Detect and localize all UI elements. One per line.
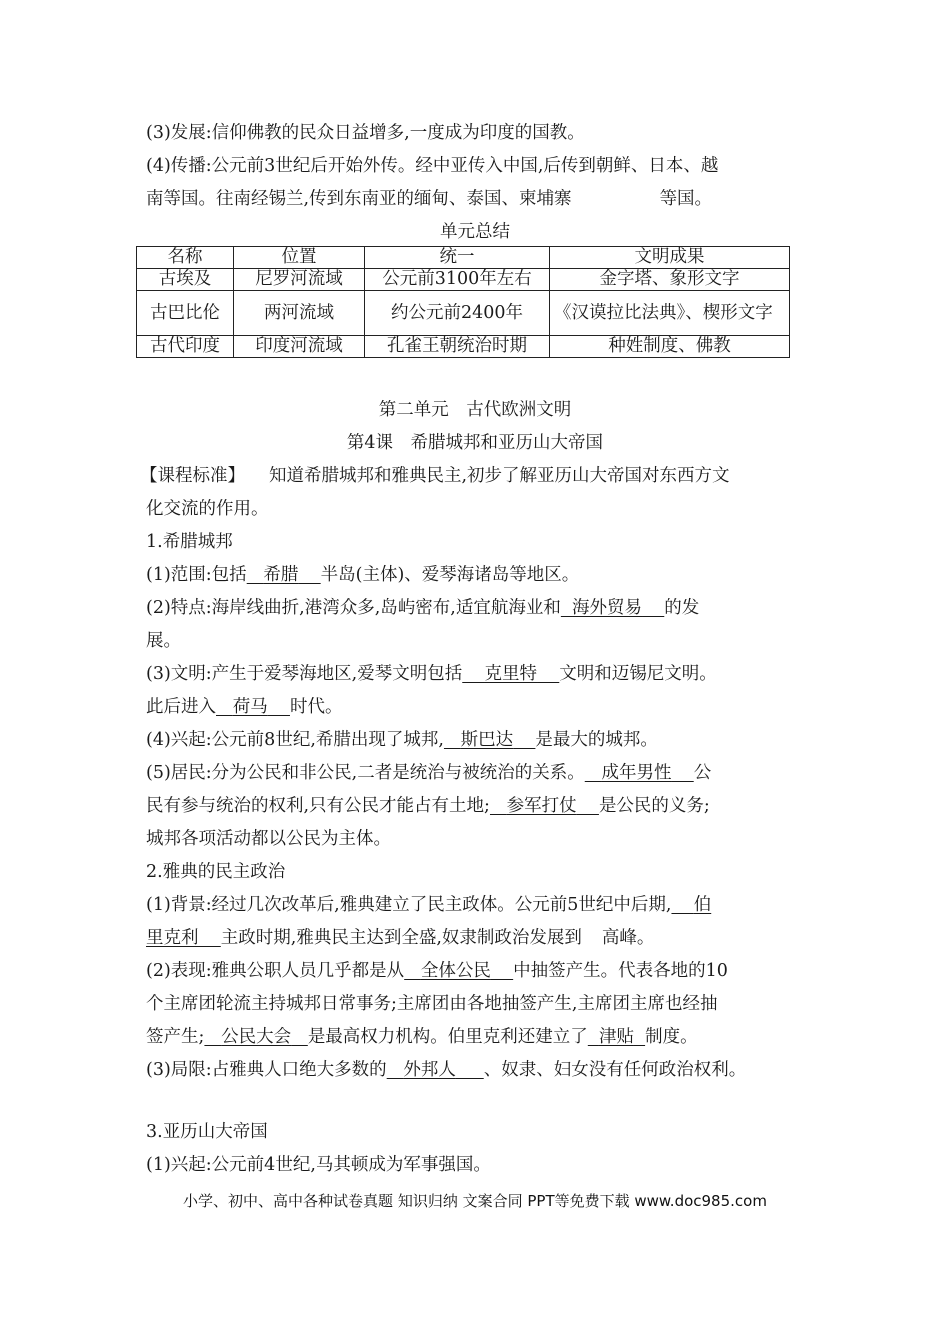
section-3-heading: 3.亚历山大帝国	[146, 1122, 268, 1142]
s1-p1-text: (1)范围:包括	[146, 565, 247, 585]
table-cell: 印度河流域	[234, 336, 365, 358]
answer-blank	[490, 796, 599, 816]
table-header: 位置	[234, 247, 365, 269]
intro-line-2: (4)传播:公元前3世纪后开始外传。经中亚传入中国,后传到朝鲜、日本、越	[146, 156, 719, 176]
answer-text: 荷马	[232, 697, 268, 717]
s2-item-3	[146, 1058, 746, 1082]
s2-item-1	[146, 893, 711, 917]
table-cell: 古埃及	[137, 269, 234, 291]
standard-label: 【课程标准】	[140, 466, 245, 486]
s2-item-2	[146, 959, 728, 983]
s1-item-3	[146, 662, 717, 686]
table-cell: 《汉谟拉比法典》、楔形文字	[550, 291, 790, 336]
s2-item-2b: 个主席团轮流主持城邦日常事务;主席团由各地抽签产生,主席团主席也经抽	[146, 994, 718, 1014]
table-row	[137, 291, 790, 336]
answer-text: 津贴	[598, 1027, 634, 1047]
s1-item-5c: 城邦各项活动都以公民为主体。	[146, 829, 391, 849]
intro-line-3b: 等国。	[659, 189, 713, 209]
s1-p5b-text: 民有参与统治的权利,只有公民才能占有土地;	[146, 796, 490, 816]
s1-p3-text: 文明和迈锡尼文明。	[559, 664, 717, 684]
table-cell: 古巴比伦	[137, 291, 234, 336]
answer-text: 斯巴达	[460, 730, 514, 750]
s1-p2-text: 的发	[664, 598, 700, 618]
answer-text: 成年男性	[601, 763, 672, 783]
answer-blank	[671, 895, 711, 915]
s1-p5-text: (5)居民:分为公民和非公民,二者是统治与被统治的关系。	[146, 763, 585, 783]
answer-text: 希腊	[263, 565, 299, 585]
s1-p4-text: 是最大的城邦。	[535, 730, 658, 750]
lesson-title: 第4课 希腊城邦和亚历山大帝国	[346, 433, 604, 453]
table-cell: 种姓制度、佛教	[550, 336, 790, 358]
s2-p2c-text: 签产生;	[146, 1027, 205, 1047]
answer-blank	[216, 697, 290, 717]
table-header: 文明成果	[550, 247, 790, 269]
s1-item-2	[146, 596, 699, 620]
s2-item-1b	[146, 926, 654, 950]
s2-p2-text: 中抽签产生。代表各地的10	[513, 961, 728, 981]
answer-text: 外邦人	[403, 1060, 456, 1080]
s1-p1-text: 半岛(主体)、爱琴海诸岛等地区。	[320, 565, 580, 585]
s2-p2c-text: 制度。	[645, 1027, 698, 1047]
s2-p1-text: (1)背景:经过几次改革后,雅典建立了民主政体。公元前5世纪中后期,	[146, 895, 672, 915]
s1-p2-text: (2)特点:海岸线曲折,港湾众多,岛屿密布,适宜航海业和	[146, 598, 561, 618]
answer-blank	[387, 1060, 484, 1080]
s2-p2-text: (2)表现:雅典公职人员几乎都是从	[146, 961, 405, 981]
s1-p5-text: 公	[693, 763, 712, 783]
answer-blank	[588, 1027, 645, 1047]
unit-title: 第二单元 古代欧洲文明	[378, 400, 572, 420]
s1-p3b-text: 此后进入	[146, 697, 216, 717]
table-cell: 公元前3100年左右	[365, 269, 550, 291]
s1-item-1	[146, 563, 579, 587]
s1-p4-text: (4)兴起:公元前8世纪,希腊出现了城邦,	[146, 730, 444, 750]
answer-blank	[404, 961, 513, 981]
s2-p3-text: (3)局限:占雅典人口绝大多数的	[146, 1060, 387, 1080]
table-row	[137, 336, 790, 358]
answer-blank	[561, 598, 664, 618]
answer-text: 公民大会	[221, 1027, 292, 1047]
answer-text: 参军打仗	[506, 796, 577, 816]
table-cell: 金字塔、象形文字	[550, 269, 790, 291]
table-cell: 两河流域	[234, 291, 365, 336]
answer-blank	[146, 928, 221, 948]
answer-blank	[444, 730, 535, 750]
s1-item-4	[146, 728, 658, 752]
table-header: 名称	[137, 247, 234, 269]
intro-line-3a: 南等国。往南经锡兰,传到东南亚的缅甸、泰国、柬埔寨	[146, 189, 572, 209]
s2-p2c-text: 是最高权力机构。伯里克利还建立了	[307, 1027, 588, 1047]
s2-p1b-tail: 高峰。	[601, 928, 655, 948]
answer-text: 克里特	[484, 664, 538, 684]
s3-item-1: (1)兴起:公元前4世纪,马其顿成为军事强国。	[146, 1155, 491, 1175]
course-standard	[140, 464, 730, 488]
answer-blank	[247, 565, 321, 585]
table-cell: 约公元前2400年	[365, 291, 550, 336]
s1-item-3b	[146, 695, 342, 719]
table-cell: 尼罗河流域	[234, 269, 365, 291]
answer-blank	[585, 763, 694, 783]
s2-item-2c	[146, 1025, 698, 1049]
table-cell: 古代印度	[137, 336, 234, 358]
section-2-heading: 2.雅典的民主政治	[146, 862, 286, 882]
table-header: 统一	[365, 247, 550, 269]
s1-p5b-text: 是公民的义务;	[598, 796, 710, 816]
answer-blank	[462, 664, 559, 684]
s1-item-2b: 展。	[146, 631, 181, 651]
standard-text-2: 化交流的作用。	[146, 499, 269, 519]
intro-line-1: (3)发展:信仰佛教的民众日益增多,一度成为印度的国教。	[146, 123, 585, 143]
s1-item-5	[146, 761, 711, 785]
standard-text: 知道希腊城邦和雅典民主,初步了解亚历山大帝国对东西方文	[269, 466, 730, 486]
table-cell: 孔雀王朝统治时期	[365, 336, 550, 358]
answer-text: 海外贸易	[572, 598, 643, 618]
s1-p3b-text: 时代。	[289, 697, 343, 717]
intro-line-3	[146, 187, 712, 211]
summary-title: 单元总结	[440, 222, 510, 242]
s1-item-5b	[146, 794, 710, 818]
table-row	[137, 269, 790, 291]
table-header-row	[137, 247, 790, 269]
answer-text: 里克利	[146, 928, 199, 948]
answer-text: 伯	[693, 895, 712, 915]
s2-p3-text: 、奴隶、妇女没有任何政治权利。	[483, 1060, 747, 1080]
footer-text: 小学、初中、高中各种试卷真题 知识归纳 文案合同 PPT等免费下载 www.doc985.com	[183, 1192, 767, 1210]
answer-text: 全体公民	[420, 961, 491, 981]
section-1-heading: 1.希腊城邦	[146, 532, 233, 552]
answer-blank	[204, 1027, 307, 1047]
summary-table	[136, 246, 790, 358]
s1-p3-text: (3)文明:产生于爱琴海地区,爱琴文明包括	[146, 664, 463, 684]
s2-p1b-text: 主政时期,雅典民主达到全盛,奴隶制政治发展到	[220, 928, 582, 948]
